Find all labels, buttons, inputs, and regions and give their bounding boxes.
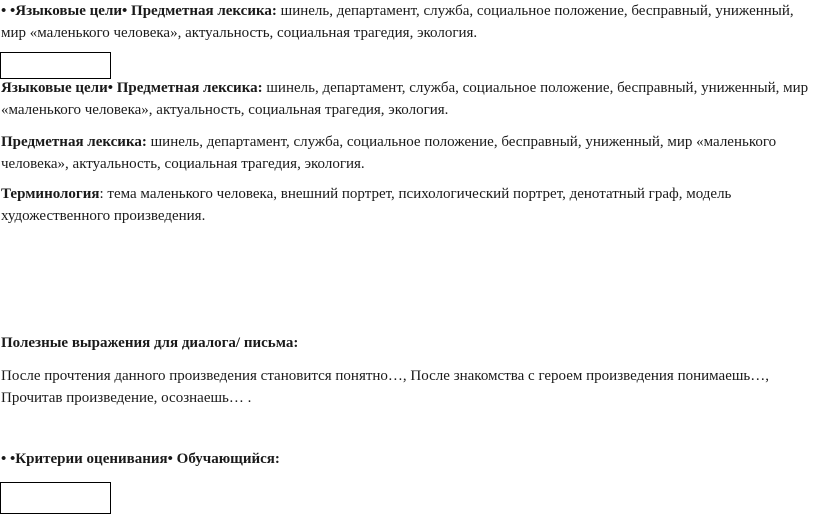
language-goals-paragraph-1 [1,0,813,44]
terminology-label: Терминология [1,186,100,202]
bullet: • [107,80,113,96]
useful-phrases-heading-text: Полезные выражения для диалога/ письма: [1,335,299,351]
assessment-criteria-heading: Критерии оценивания [15,451,168,467]
subject-vocabulary-text: шинель, департамент, служба, социальное положение, бесправный, униженный, мир «маленького человека», актуальность, социальная трагедия, экология. [1,134,777,172]
subject-vocabulary-paragraph [1,131,813,175]
bullet: • [10,451,16,467]
subject-vocabulary-label: Предметная лексика: [116,80,263,96]
useful-phrases-text: После прочтения данного произведения становится понятно…, После знакомства с героем произведения понимаешь…, Прочитав произведение, осознаешь… . [1,368,769,406]
bullet: • [10,3,16,19]
bullet: • [1,451,7,467]
terminology-paragraph [1,183,813,227]
language-goals-paragraph-2 [1,77,813,121]
useful-phrases-heading [1,332,813,354]
subject-vocabulary-text: шинель, департамент, служба, социальное положение, бесправный, униженный, мир «маленького человека», актуальность, социальная трагедия, экология. [1,80,809,118]
language-goals-heading: Языковые цели [1,80,108,96]
language-goals-heading: Языковые цели [15,3,123,19]
terminology-text: : тема маленького человека, внешний портрет, психологический портрет, денотатный граф, модель художественного произведения. [1,186,732,224]
useful-phrases-paragraph [1,365,813,409]
empty-text-box [0,482,111,514]
learner-label: Обучающийся: [176,451,280,467]
assessment-criteria-paragraph [1,448,813,470]
bullet: • [122,3,128,19]
subject-vocabulary-label: Предметная лексика: [131,3,277,19]
subject-vocabulary-text: шинель, департамент, служба, социальное положение, бесправный, униженный, мир «маленького человека», актуальность, социальная трагедия, экология. [1,3,794,41]
empty-text-box [0,52,111,79]
bullet: • [167,451,173,467]
bullet: • [1,3,7,19]
subject-vocabulary-label: Предметная лексика: [1,134,147,150]
